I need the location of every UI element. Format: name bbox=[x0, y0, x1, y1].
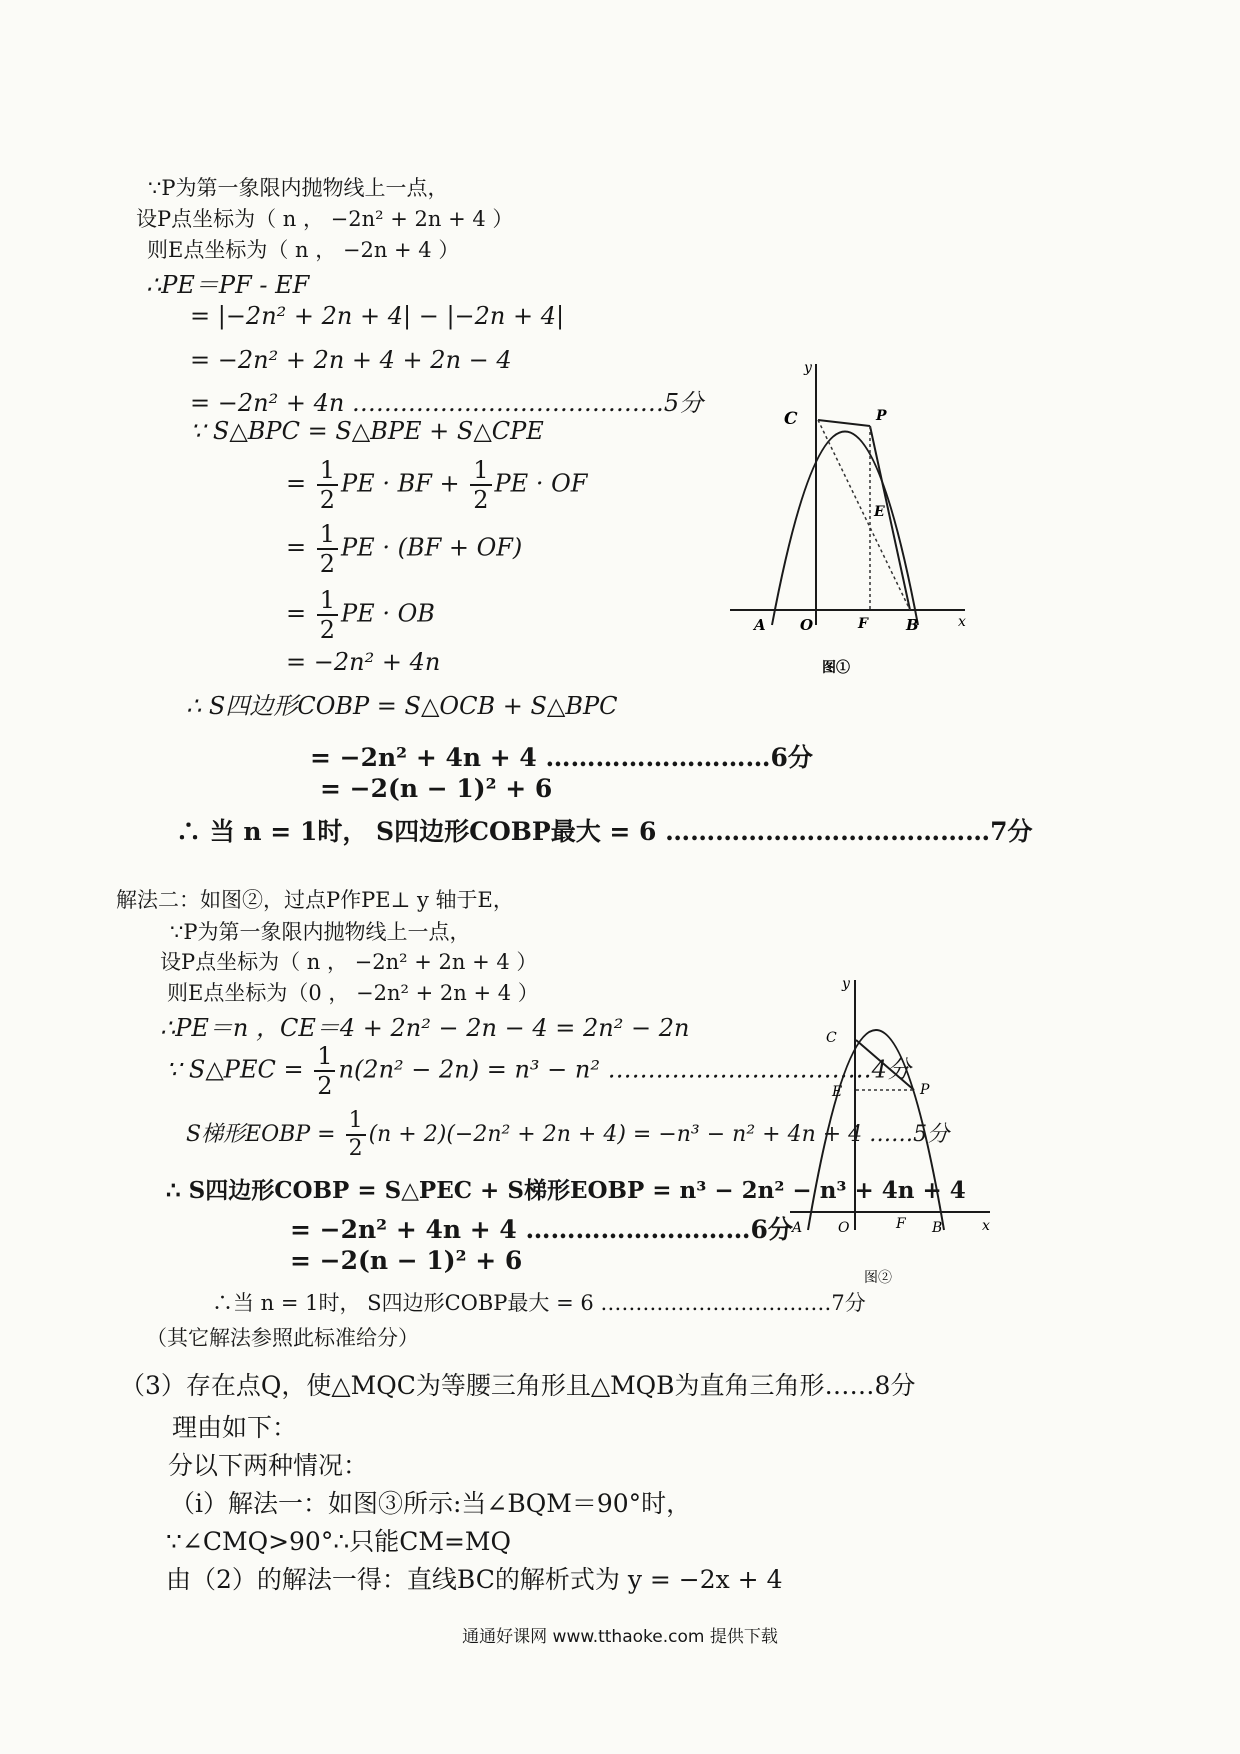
label-x: x bbox=[958, 614, 966, 630]
text-line: （3）存在点Q，使△MQC为等腰三角形且△MQB为直角三角形……8分 bbox=[120, 1371, 916, 1400]
formula-text: PE · OB bbox=[341, 599, 435, 628]
text-line: ∴ S四边形COBP = S△OCB + S△BPC bbox=[186, 692, 618, 720]
formula-text: (n + 2)(−2n² + 2n + 4) = −n³ − n² + 4n + 4 ……5分 bbox=[368, 1122, 950, 1147]
text-line: = −2n² + 2n + 4 + 2n − 4 bbox=[190, 346, 512, 374]
parabola bbox=[808, 1030, 944, 1230]
text-line: = −2n² + 4n bbox=[286, 648, 441, 676]
text-line: （ⅰ）解法一：如图③所示:当∠BQM＝90°时， bbox=[170, 1489, 692, 1518]
fraction bbox=[317, 458, 338, 512]
text-line: = −2(n − 1)² + 6 bbox=[290, 1246, 523, 1275]
segment-cb bbox=[818, 420, 910, 610]
fraction bbox=[314, 1044, 335, 1098]
text-line: 解法二：如图②，过点P作PE⊥ y 轴于E， bbox=[116, 888, 514, 912]
text-line: 设P点坐标为（ n ， −2n² + 2n + 4 ） bbox=[160, 950, 538, 974]
formula-line bbox=[286, 522, 522, 576]
text-line: ∵∠CMQ>90°∴只能CM=MQ bbox=[166, 1527, 512, 1556]
text-line: 则E点坐标为（0 ， −2n² + 2n + 4 ） bbox=[167, 981, 539, 1005]
text-line: 分以下两种情况： bbox=[168, 1451, 369, 1480]
fraction-denominator: 2 bbox=[317, 1072, 333, 1100]
text-line: ∴ S四边形COBP = S△PEC + S梯形EOBP = n³ − 2n² − n³ + 4n + 4 bbox=[166, 1177, 966, 1204]
figure-1 bbox=[720, 360, 980, 690]
label-e: E bbox=[832, 1084, 843, 1100]
label-o: O bbox=[800, 616, 814, 634]
fraction-numerator: 1 bbox=[317, 588, 338, 616]
formula-text: PE · OF bbox=[494, 469, 588, 498]
label-a: A bbox=[792, 1220, 803, 1236]
fraction-numerator: 1 bbox=[317, 458, 338, 486]
label-x: x bbox=[982, 1218, 990, 1234]
text-line: 设P点坐标为（ n ， −2n² + 2n + 4 ） bbox=[136, 207, 514, 231]
label-p: P bbox=[876, 408, 887, 424]
fraction-denominator: 2 bbox=[319, 486, 336, 514]
text-line: = −2n² + 4n + 4 ………………………6分 bbox=[290, 1215, 793, 1244]
segment-cp bbox=[818, 420, 870, 426]
formula-line bbox=[286, 458, 587, 512]
label-e: E bbox=[874, 504, 885, 520]
text-line: = −2(n − 1)² + 6 bbox=[320, 774, 553, 803]
label-o: O bbox=[838, 1220, 850, 1236]
figure-caption: 图① bbox=[822, 660, 850, 676]
text-line: 由（2）的解法一得：直线BC的解析式为 y = −2x + 4 bbox=[166, 1565, 783, 1594]
formula-text: n(2n² − 2n) = n³ − n² ……………………………4分 bbox=[338, 1055, 911, 1084]
label-f: F bbox=[896, 1216, 906, 1232]
label-y: y bbox=[804, 360, 812, 376]
label-b: B bbox=[932, 1220, 943, 1236]
text-line: ∵ S△BPC = S△BPE + S△CPE bbox=[190, 417, 544, 445]
formula-text: PE · (BF + OF) bbox=[341, 533, 523, 562]
fraction-numerator: 1 bbox=[317, 522, 338, 550]
text-line: ∴ 当 n = 1时， S四边形COBP最大 = 6 …………………………………7分 bbox=[176, 817, 1033, 846]
label-y: y bbox=[842, 980, 850, 992]
text-line: ∴PE＝n ，CE＝4 + 2n² − 2n − 4 = 2n² − 2n bbox=[160, 1014, 690, 1042]
fraction bbox=[346, 1110, 366, 1160]
fraction-numerator: 1 bbox=[470, 458, 491, 486]
formula-line bbox=[286, 588, 435, 642]
fraction-denominator: 2 bbox=[319, 550, 336, 578]
text-line: ∴PE＝PF - EF bbox=[146, 271, 310, 299]
label-p: P bbox=[920, 1082, 930, 1098]
formula-text: PE · BF + bbox=[341, 469, 468, 498]
label-f: F bbox=[858, 616, 868, 632]
text-line: （其它解法参照此标准给分） bbox=[146, 1326, 419, 1350]
fraction-denominator: 2 bbox=[348, 1136, 363, 1161]
label-c: C bbox=[784, 409, 798, 429]
text-line: = −2n² + 4n + 4 ………………………6分 bbox=[310, 743, 813, 772]
text-line: ∵P为第一象限内抛物线上一点， bbox=[148, 176, 449, 200]
text-line: = |−2n² + 2n + 4| − |−2n + 4| bbox=[190, 302, 565, 330]
text-line: ∵P为第一象限内抛物线上一点， bbox=[170, 920, 471, 944]
formula-text: S梯形EOBP = bbox=[186, 1122, 343, 1147]
text-line: 理由如下： bbox=[172, 1413, 298, 1442]
text-line: ∴当 n = 1时， S四边形COBP最大 = 6 ……………………………7分 bbox=[212, 1291, 866, 1315]
fraction-denominator: 2 bbox=[473, 486, 489, 514]
text-line: 则E点坐标为（ n ， −2n + 4 ） bbox=[147, 238, 460, 262]
formula-text: = bbox=[286, 469, 314, 498]
fraction bbox=[317, 588, 338, 642]
fraction bbox=[470, 458, 491, 512]
fraction bbox=[317, 522, 338, 576]
figure-caption: 图② bbox=[864, 1270, 892, 1286]
fraction-numerator: 1 bbox=[346, 1110, 366, 1136]
formula-text: = bbox=[286, 599, 314, 628]
figure-2 bbox=[780, 980, 1010, 1290]
text-line: = −2n² + 4n …………………………………5分 bbox=[190, 389, 704, 417]
formula-text: = bbox=[286, 533, 314, 562]
formula-text: ∵ S△PEC = bbox=[166, 1055, 312, 1084]
fraction-numerator: 1 bbox=[314, 1044, 335, 1072]
label-c: C bbox=[826, 1030, 837, 1046]
parabola bbox=[772, 432, 918, 626]
label-b: B bbox=[906, 616, 919, 634]
label-a: A bbox=[754, 616, 766, 634]
fraction-denominator: 2 bbox=[319, 616, 336, 644]
footer: 通通好课网 www.tthaoke.com 提供下载 bbox=[462, 1627, 778, 1647]
